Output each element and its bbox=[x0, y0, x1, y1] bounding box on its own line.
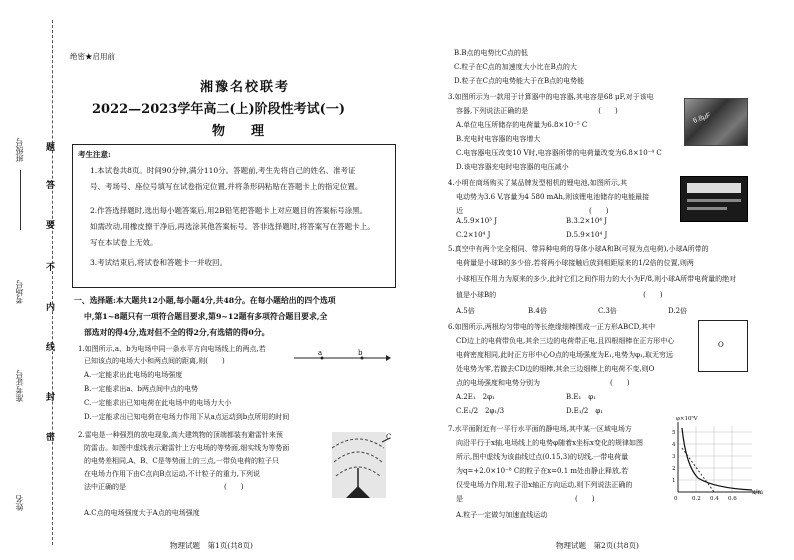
battery-label-strip bbox=[687, 183, 741, 193]
q7-x-tick: 0 bbox=[674, 496, 678, 502]
q5-option: A.5倍 bbox=[456, 307, 475, 315]
q2-label-c: C bbox=[386, 433, 392, 441]
q1-option: B.一定能求出a、b两点间中点的电势 bbox=[84, 385, 199, 393]
q7-stem: 向沿平行于x轴,电场线上的电势φ随着x坐标x变化的规律如图 bbox=[456, 439, 643, 447]
margin-field-class: 班级号 bbox=[15, 138, 24, 162]
q5-option: B.4倍 bbox=[528, 307, 547, 315]
q6-stem: 点的电场强度和电势分别为 ( ) bbox=[456, 379, 630, 387]
q2-option: A.C点的电场强度大于A点的电场强度 bbox=[84, 509, 200, 517]
q7-stem: 仅受电场力作用,粒子沿x轴正方向运动,则下列说法正确的 bbox=[456, 481, 633, 489]
q7-stem: 为q=+2.0×10⁻⁸ C的粒子在x=0.1 m处由静止释放,若 bbox=[456, 467, 629, 475]
school-name: 湘豫名校联考 bbox=[200, 80, 291, 95]
section-heading: 中,第1~8题只有一项符合题目要求,第9~12题有多项符合题目要求,全 bbox=[84, 312, 328, 321]
q4-stem: 4.小明在商场购买了某品牌发型相机的锂电池,如图所示,其 bbox=[448, 179, 628, 187]
q3-capacitor-photo bbox=[684, 98, 748, 146]
q5-stem: 电荷量是小球B的多少倍,若将两小球接触后放到相距原来的1/2倍的位置,则两 bbox=[456, 259, 694, 267]
q7-y-tick: 1 bbox=[672, 478, 676, 484]
q5-stem: 5.真空中有两个完全相同、带异种电荷的导体小球A和B(可视为点电荷),小球A所带的 bbox=[448, 245, 709, 253]
q7-x-label: x/m bbox=[752, 489, 764, 496]
q3-option: D.该电容器充电时电容器的电压减小 bbox=[456, 163, 569, 171]
q2-lightning-rod-figure bbox=[318, 428, 392, 500]
notice-line: 3.考试结束后,将试卷和答题卡一并收回。 bbox=[90, 258, 228, 267]
seal-char: 线 bbox=[46, 343, 56, 353]
q1-option: A.一定能求出此电场的电场强度 bbox=[84, 371, 183, 379]
notice-line: 1.本试卷共8页。时间90分钟,满分110分。答题前,考生先将自己的姓名、准考证 bbox=[90, 166, 356, 175]
notice-line: 号、考场号、座位号填写在试卷指定位置,并将条形码粘贴在答题卡上的指定位置。 bbox=[90, 182, 363, 191]
q1-label-a: a bbox=[318, 349, 323, 357]
prev-option: C.粒子在C点的加速度大小比在B点的大 bbox=[454, 63, 577, 71]
q6-stem: 处电势为零,若撤去CD边的细棒,其余三边细棒上的电荷不变,则O bbox=[456, 365, 655, 373]
q7-stem: 是 ( ) bbox=[456, 495, 595, 503]
q4-option: D.5.9×10⁴ J bbox=[566, 231, 608, 239]
q5-stem: 小球相互作用力为原来的多少,此时它们之间作用力的大小为F/8,则小球A所带电荷量的绝对 bbox=[456, 275, 737, 283]
q5-option: C.3倍 bbox=[598, 307, 617, 315]
q2-stem: 防雷击。如图中虚线表示避雷针上方电场的等势面,细实线为等势面 bbox=[84, 444, 290, 452]
q6-stem: 电荷密度相同,此时正方形中心O点的电场强度为E₁,电势为φ₁,取无穷远 bbox=[456, 351, 674, 359]
q4-option: C.2×10⁴ J bbox=[456, 231, 491, 239]
q6-option: D.E₁/2 φ₁ bbox=[566, 407, 604, 415]
q1-option: C.一定能求出已知电荷在此电场中的电场力大小 bbox=[84, 399, 232, 407]
q7-x-tick: 0.4 bbox=[710, 496, 719, 502]
margin-field-room: 考场号 bbox=[15, 280, 24, 304]
q5-option: D.2倍 bbox=[668, 307, 688, 315]
subject-title: 物 理 bbox=[212, 124, 265, 139]
q3-capacitor-label: 6.8μF bbox=[692, 112, 712, 125]
q3-stem: 3.如图所示为一款用于计算器中的电容器,其电容是68 μF,对于该电 bbox=[448, 93, 654, 101]
battery-stripe bbox=[687, 207, 727, 210]
prev-option: B.B点的电势比C点的低 bbox=[454, 49, 528, 57]
q3-option: A.单位电压所储存的电荷量为6.8×10⁻⁵ C bbox=[456, 121, 588, 129]
q2-stem: 在电场力作用下由C点向B点运动,不计粒子的重力,下列说 bbox=[84, 470, 260, 478]
seal-char: 答 bbox=[46, 181, 56, 191]
q6-option: C.E₁/2 2φ₁/3 bbox=[456, 407, 505, 415]
q6-label-o: O bbox=[718, 341, 724, 349]
q4-option: A.5.9×10³ J bbox=[456, 217, 498, 225]
q7-y-label: φ×10⁵V bbox=[676, 416, 698, 422]
section-heading: 部选对的得4分,选对但不全的得2分,有选错的得0分。 bbox=[84, 328, 270, 337]
margin-field-name: 姓名 bbox=[15, 495, 24, 511]
q7-x-tick: 0.2 bbox=[692, 496, 701, 502]
q6-stem: 6.如图所示,两根均匀带电的等长绝缘细棒围成一正方形ABCD,其中 bbox=[448, 323, 656, 331]
q3-option: B.充电时电容器的电容增大 bbox=[456, 135, 541, 143]
q3-stem: 容器,下列说法正确的是 ( ) bbox=[456, 107, 618, 115]
seal-char: 题 bbox=[46, 143, 56, 153]
q5-stem: 值是小球B的 ( ) bbox=[456, 291, 663, 299]
q2-stem: 2.雷电是一种强烈的放电现象,高大建筑物的顶端都装有避雷针来预 bbox=[78, 431, 283, 439]
seal-char: 不 bbox=[46, 263, 56, 273]
battery-stripe bbox=[687, 199, 741, 202]
q7-y-tick: 4 bbox=[672, 442, 676, 448]
section-heading: 一、选择题:本大题共12小题,每小题4分,共48分。在每小题给出的四个选项 bbox=[74, 296, 336, 305]
q7-y-tick: 5 bbox=[672, 430, 676, 436]
q7-y-tick: 2 bbox=[672, 466, 676, 472]
q3-option: C.电容器电压改变10 V时,电容器所带的电荷量改变为6.8×10⁻⁴ C bbox=[456, 149, 662, 157]
q1-label-b: b bbox=[358, 349, 363, 357]
page-footer-right: 物理试题 第2页(共8页) bbox=[556, 541, 639, 550]
q4-battery-photo bbox=[680, 176, 748, 222]
secret-mark: 绝密★启用前 bbox=[70, 52, 115, 61]
q6-option: B.E₁ φ₁ bbox=[566, 393, 596, 401]
seal-char: 内 bbox=[46, 303, 56, 313]
binding-line bbox=[52, 20, 53, 545]
q4-stem: 电动势为3.6 V,容量为4 580 mAh,则该锂电池储存的电能最接 bbox=[456, 193, 650, 201]
q1-option: D.一定能求出已知电荷在电场力作用下从a点运动到b点所用的时间 bbox=[84, 413, 290, 421]
q4-option: B.3.2×10⁴ J bbox=[566, 217, 608, 225]
notice-line: 写在本试卷上无效。 bbox=[90, 238, 158, 247]
seal-char: 封 bbox=[46, 393, 56, 403]
q7-option: A.粒子一定做匀加速直线运动 bbox=[456, 511, 548, 519]
notice-line: 如需改动,用橡皮擦干净后,再选涂其他答案标号。答非选择题时,将答案写在答题卡上。 bbox=[90, 222, 375, 231]
prev-option: D.粒子在C点的电势能大于在B点的电势能 bbox=[454, 77, 585, 85]
seal-char: 密 bbox=[46, 433, 56, 443]
q7-stem: 所示,图中虚线为该曲线过点(0.15,3)的切线,一带电荷量 bbox=[456, 453, 629, 461]
q1-field-line-figure bbox=[292, 346, 392, 366]
q2-stem: 的电势差相同,A、B、C是等势面上的三点,一带负电荷的粒子只 bbox=[84, 457, 280, 465]
q7-stem: 7.水平面附近有一平行水平面的静电场,其中某一区域电场方 bbox=[448, 425, 632, 433]
q1-stem: 已知该点的电场大小和两点间的距离,则( ) bbox=[84, 357, 225, 365]
q7-x-tick: 0.6 bbox=[728, 496, 737, 502]
q7-y-tick: 3 bbox=[672, 454, 676, 460]
exam-title: 2022—2023学年高二(上)阶段性考试(一) bbox=[92, 102, 345, 117]
page-footer-left: 物理试题 第1页(共8页) bbox=[170, 541, 253, 550]
q2-stem: 法中正确的是 ( ) bbox=[84, 483, 244, 491]
notice-heading: 考生注意: bbox=[78, 150, 111, 159]
q1-stem: 1.如图所示,a、b为电场中同一条水平方向电场线上的两点,若 bbox=[78, 345, 266, 353]
notice-line: 2.作答选择题时,选出每小题答案后,用2B铅笔把答题卡上对应题目的答案标号涂黑。 bbox=[90, 206, 368, 215]
q6-option: A.2E₁ 2φ₁ bbox=[456, 393, 495, 401]
q6-stem: CD边上的电荷带负电,其余三边的电荷带正电,且四根细棒在正方形中心 bbox=[456, 337, 675, 345]
q4-stem: 近 ( ) bbox=[456, 207, 609, 215]
margin-line bbox=[20, 170, 21, 230]
margin-field-ticket: 准考证号 bbox=[15, 370, 24, 402]
seal-char: 要 bbox=[46, 221, 56, 231]
